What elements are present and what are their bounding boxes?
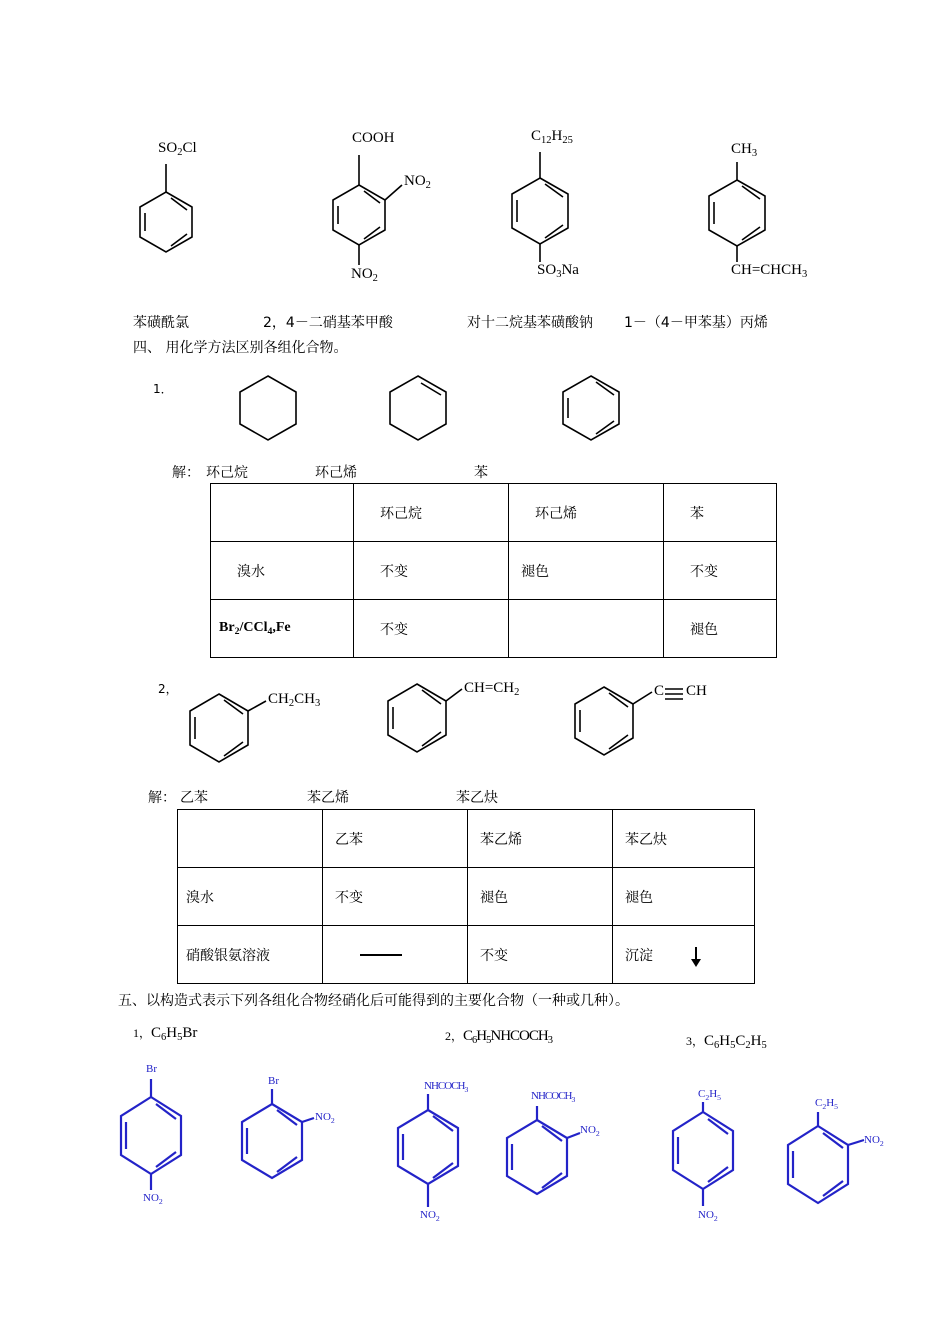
nh-para-top: $NHCOCH_3$ [424,1080,468,1094]
m2-name: 2，4－二硝基苯甲酸 [263,315,393,331]
reagent-cell: 溴水 [178,868,323,926]
alkyne-ch-label: CH [686,683,707,699]
m3-top-substituent: $C_{12}H_{25}$ [531,128,573,146]
et-ortho-top: $C_2H_5$ [815,1097,838,1111]
item2-formula: 2，$C_6H_5NHCOCH_3$ [445,1028,552,1046]
et-para-top: $C_2H_5$ [698,1088,721,1102]
br-para-top: Br [146,1063,157,1075]
table-cell: 褪色 [509,542,664,600]
table-header-cell: 苯乙炔 [613,810,755,868]
item3-formula: 3，$C_6H_5C_2H_5$ [686,1033,767,1051]
reagent-cell: 硝酸银氨溶液 [178,926,323,984]
acetanilide-ortho-structure [507,1106,580,1194]
table-cell: 不变 [468,926,613,984]
m4-name: 1－（4－甲苯基）丙烯 [624,315,768,331]
m3-name: 对十二烷基苯磺酸钠 [467,315,593,331]
m4-top-substituent: $CH_3$ [731,141,758,159]
table-header-cell: 苯乙烯 [468,810,613,868]
m3-bottom-substituent: $SO_3Na$ [537,262,579,280]
bromonitrobenzene-ortho-structure [242,1089,314,1178]
br-para-bottom: $NO_2$ [143,1192,163,1206]
table-cell: 不变 [323,868,468,926]
table-header-cell: 环己烯 [509,484,664,542]
ethylnitrobenzene-ortho-structure [788,1112,864,1203]
q1-number: 1． [153,382,173,396]
q2-answer-item: 乙苯 [180,790,208,806]
m2-side-substituent: $NO_2$ [404,173,431,191]
table-cell: 褪色 [613,868,755,926]
nh-ortho-top: $NHCOCH_3$ [531,1090,575,1104]
table-cell: 不变 [664,542,777,600]
ethylnitrobenzene-para-structure [673,1102,733,1206]
alkyne-carbon-label: C [654,683,665,699]
q2-answer-item: 苯乙烯 [307,790,349,806]
br-ortho-side: $NO_2$ [315,1111,335,1125]
acetanilide-para-structure [398,1094,458,1207]
m2-bottom-substituent: $NO_2$ [351,266,378,284]
m1-name: 苯磺酰氯 [133,315,189,331]
nh-ortho-side: $NO_2$ [580,1124,600,1138]
q1-answer-item: 环己烷 [206,465,248,481]
ethylbenzene-substituent: $CH_2CH_3$ [268,691,321,709]
table-cell: 褪色 [664,600,777,658]
table-header-cell: 苯 [664,484,777,542]
precipitate-text: 沉淀 [625,947,653,964]
nh-para-bottom: $NO_2$ [420,1209,440,1223]
et-ortho-side: $NO_2$ [864,1134,884,1148]
reagent-cell: 溴水 [211,542,354,600]
m4-bottom-substituent: $CH=CHCH_3$ [731,262,808,280]
q2-answer-item: 苯乙炔 [456,790,498,806]
q2-answer-prefix: 解： [148,790,176,806]
m1-substituent: $SO_2Cl$ [158,140,197,158]
q1-answer-item: 环己烯 [315,465,357,481]
table-cell: 不变 [354,542,509,600]
q1-answer-item: 苯 [474,465,488,481]
table-cell: 褪色 [468,868,613,926]
section5-heading: 五、以构造式表示下列各组化合物经硝化后可能得到的主要化合物（一种或几种）。 [118,993,629,1009]
table-cell: 不变 [354,600,509,658]
q2-number: 2， [158,682,178,696]
m2-top-substituent: COOH [352,130,395,146]
table-header-cell: 乙苯 [323,810,468,868]
q1-answer-prefix: 解： [172,465,200,481]
bromonitrobenzene-para-structure [121,1079,181,1190]
reagent-cell: $Br_2/CCl_4,Fe$ [211,600,354,658]
styrene-substituent: $CH=CH_2$ [464,680,520,698]
item1-formula: 1，$C_6H_5Br$ [133,1025,198,1043]
et-para-bottom: $NO_2$ [698,1209,718,1223]
section4-heading: 四、 用化学方法区别各组化合物。 [133,340,348,356]
table-header-cell: 环己烷 [354,484,509,542]
br-ortho-top: Br [268,1075,279,1087]
